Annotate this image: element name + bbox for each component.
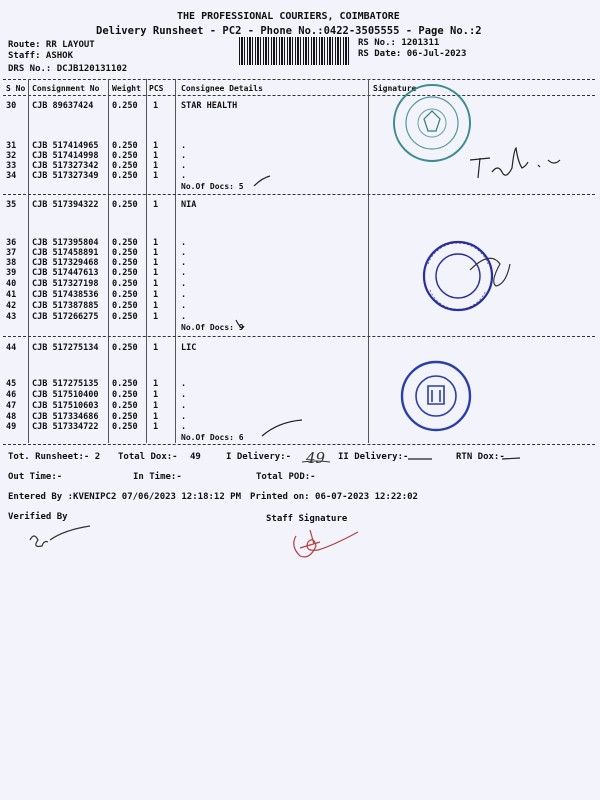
runsheet-subtitle: Delivery Runsheet - PC2 - Phone No.:0422-3505555 - Page No.:2 [96,25,482,37]
col-pcs: PCS [149,84,164,93]
row-consignee: . [181,238,187,248]
row-consignment: CJB 517458891 [32,248,99,258]
row-sno: 48 [6,412,17,422]
staff-signature-scribble [294,530,358,557]
drs-barcode [239,37,350,65]
row-sno: 31 [6,141,17,151]
row-consignee: . [181,290,187,300]
row-sno: 47 [6,401,17,411]
group-divider [3,336,595,337]
col-sno: S No [6,84,26,93]
row-consignment: CJB 517327198 [32,279,99,289]
table-divider-bottom [3,444,595,445]
row-weight: 0.250 [112,422,138,432]
row-pcs: 1 [153,238,159,248]
row-pcs: 1 [153,258,159,268]
row-pcs: 1 [153,422,159,432]
group-divider [3,194,595,195]
col-details: Consignee Details [181,84,263,93]
row-pcs: 1 [153,161,159,171]
row-sno: 39 [6,268,17,278]
row-consignment: CJB 89637424 [32,101,94,111]
row-pcs: 1 [153,401,159,411]
row-weight: 0.250 [112,248,138,258]
row-weight: 0.250 [112,161,138,171]
row-consignee: . [181,151,187,161]
row-weight: 0.250 [112,279,138,289]
i-delivery-label: I Delivery:- [226,452,292,462]
row-consignee: . [181,161,187,171]
row-pcs: 1 [153,101,159,111]
row-weight: 0.250 [112,171,138,181]
row-sno: 34 [6,171,17,181]
row-weight: 0.250 [112,343,138,353]
row-consignment: CJB 517414998 [32,151,99,161]
row-weight: 0.250 [112,101,138,111]
nia-stamp [424,242,492,310]
total-pod-label: Total POD:- [256,472,316,482]
row-consignee: STAR HEALTH [181,101,238,111]
row-consignee: NIA [181,200,197,210]
col-line [175,79,176,443]
staff-label: Staff: ASHOK [8,51,74,61]
row-consignee: . [181,301,187,311]
row-consignment: CJB 517510603 [32,401,99,411]
row-weight: 0.250 [112,401,138,411]
row-weight: 0.250 [112,200,138,210]
printed-on: Printed on: 06-07-2023 12:22:02 [250,492,418,502]
row-consignee: . [181,258,187,268]
handwritten-initial-signature [470,148,560,178]
row-weight: 0.250 [112,258,138,268]
in-time-label: In Time:- [133,472,182,482]
row-pcs: 1 [153,151,159,161]
drs-number: DRS No.: DCJB120131102 [8,64,128,74]
row-weight: 0.250 [112,312,138,322]
docs-tick-mark [254,176,270,186]
lic-stamp [402,362,470,430]
row-consignment: CJB 517438536 [32,290,99,300]
row-consignee: . [181,412,187,422]
row-consignee: . [181,279,187,289]
row-consignment: CJB 517266275 [32,312,99,322]
row-consignment: CJB 517275134 [32,343,99,353]
rs-date: RS Date: 06-Jul-2023 [358,49,467,59]
col-line [368,79,369,443]
row-sno: 32 [6,151,17,161]
row-pcs: 1 [153,268,159,278]
docs-count: No.Of Docs: 6 [181,433,244,442]
row-consignee: . [181,422,187,432]
row-consignment: CJB 517275135 [32,379,99,389]
row-consignment: CJB 517414965 [32,141,99,151]
row-consignment: CJB 517447613 [32,268,99,278]
row-consignment: CJB 517510400 [32,390,99,400]
col-line [146,79,147,443]
header-divider-bottom [3,95,595,96]
row-weight: 0.250 [112,268,138,278]
nia-signature-scribble [470,258,510,286]
row-sno: 41 [6,290,17,300]
route-label: Route: RR LAYOUT [8,40,95,50]
row-consignee: LIC [181,343,197,353]
row-consignee: . [181,379,187,389]
row-pcs: 1 [153,248,159,258]
staff-signature-label: Staff Signature [266,514,348,524]
row-consignee: . [181,390,187,400]
row-consignment: CJB 517327349 [32,171,99,181]
col-line [28,79,29,443]
row-weight: 0.250 [112,238,138,248]
row-sno: 40 [6,279,17,289]
total-runsheet: Tot. Runsheet:- 2 [8,452,101,462]
entered-by: Entered By :KVENIPC2 07/06/2023 12:18:12 PM [8,492,241,502]
row-sno: 45 [6,379,17,389]
row-consignee: . [181,268,187,278]
row-consignee: . [181,401,187,411]
row-consignment: CJB 517334722 [32,422,99,432]
row-sno: 44 [6,343,17,353]
row-pcs: 1 [153,379,159,389]
star-health-stamp [394,85,470,161]
row-pcs: 1 [153,279,159,289]
col-consignment: Consignment No [32,84,100,93]
row-weight: 0.250 [112,301,138,311]
header-divider-top [3,79,595,80]
row-sno: 35 [6,200,17,210]
row-consignee: . [181,248,187,258]
ii-delivery-label: II Delivery:- [338,452,409,462]
row-sno: 49 [6,422,17,432]
row-sno: 46 [6,390,17,400]
rs-number: RS No.: 1201311 [358,38,440,48]
row-sno: 43 [6,312,17,322]
docs-count: No.Of Docs: 9 [181,323,244,332]
row-sno: 37 [6,248,17,258]
row-sno: 42 [6,301,17,311]
row-pcs: 1 [153,171,159,181]
row-pcs: 1 [153,412,159,422]
docs-tick-mark [262,420,302,436]
verified-by-signature [30,526,90,546]
row-consignment: CJB 517387885 [32,301,99,311]
row-weight: 0.250 [112,290,138,300]
row-pcs: 1 [153,390,159,400]
i-delivery-handwritten: 49 [306,449,326,467]
col-line [108,79,109,443]
row-sno: 30 [6,101,17,111]
row-weight: 0.250 [112,141,138,151]
verified-by-label: Verified By [8,512,68,522]
rtn-dox-label: RTN Dox:- [456,452,505,462]
row-sno: 38 [6,258,17,268]
total-dox-label: Total Dox:- [118,452,178,462]
out-time-label: Out Time:- [8,472,63,482]
row-pcs: 1 [153,343,159,353]
row-consignee: . [181,312,187,322]
row-weight: 0.250 [112,151,138,161]
row-consignment: CJB 517329468 [32,258,99,268]
row-weight: 0.250 [112,379,138,389]
row-weight: 0.250 [112,412,138,422]
row-pcs: 1 [153,200,159,210]
row-pcs: 1 [153,141,159,151]
row-sno: 33 [6,161,17,171]
col-signature: Signature [373,84,417,93]
row-pcs: 1 [153,312,159,322]
total-dox-value: 49 [190,452,201,462]
row-consignment: CJB 517334686 [32,412,99,422]
row-consignee: . [181,171,187,181]
row-pcs: 1 [153,290,159,300]
row-consignee: . [181,141,187,151]
row-pcs: 1 [153,301,159,311]
row-consignment: CJB 517394322 [32,200,99,210]
col-weight: Weight [112,84,141,93]
row-weight: 0.250 [112,390,138,400]
row-consignment: CJB 517327342 [32,161,99,171]
company-name: THE PROFESSIONAL COURIERS, COIMBATORE [177,11,400,22]
row-sno: 36 [6,238,17,248]
docs-count: No.Of Docs: 5 [181,182,244,191]
row-consignment: CJB 517395804 [32,238,99,248]
